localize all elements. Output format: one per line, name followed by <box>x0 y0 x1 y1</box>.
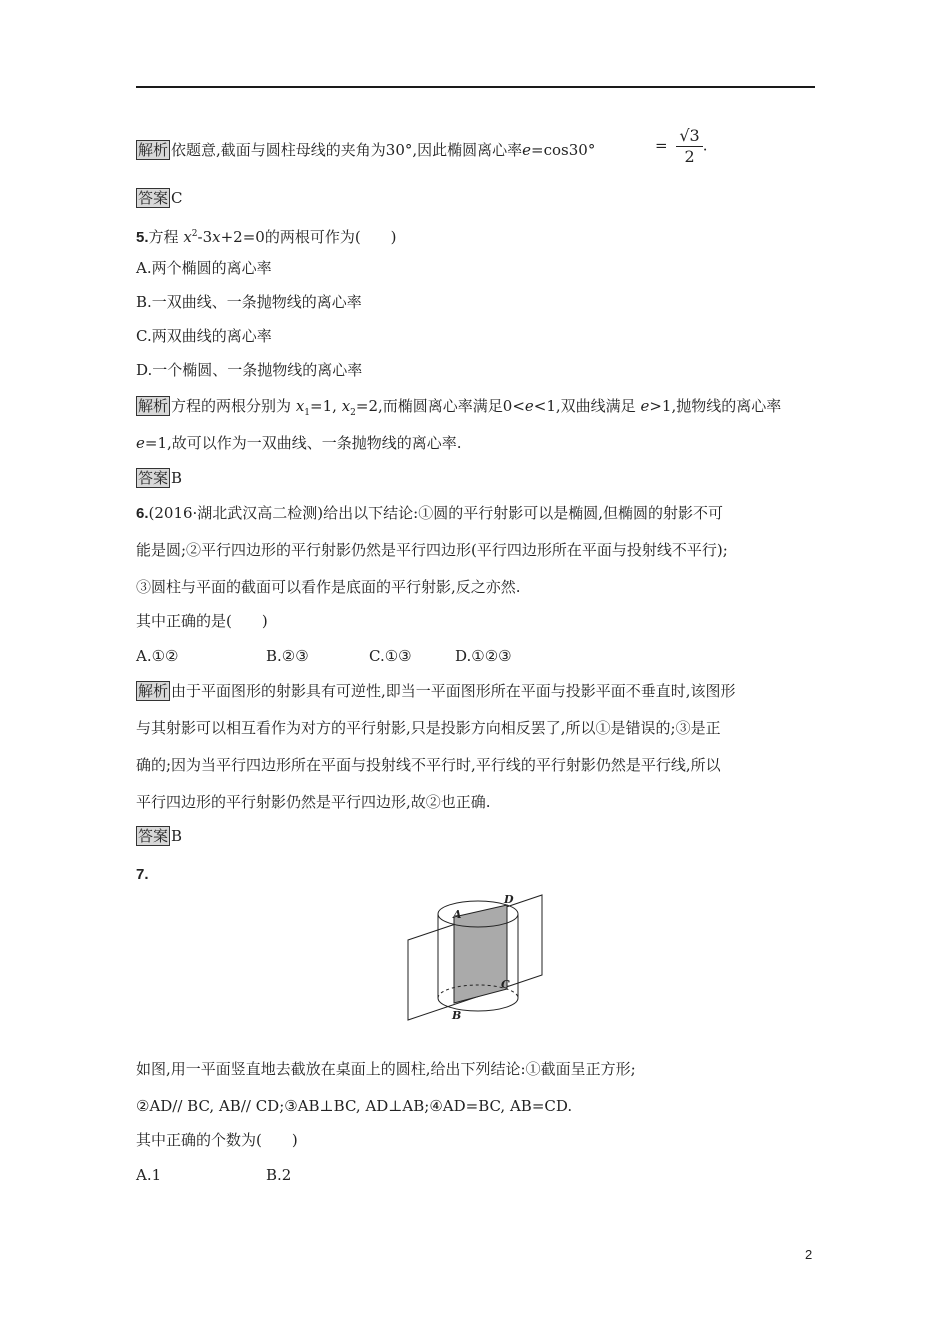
label-d: D <box>504 893 514 906</box>
q5-option-d: D.一个椭圆、一条抛物线的离心率 <box>136 361 363 379</box>
analysis-text: 依题意,截面与圆柱母线的夹角为30°,因此椭圆离心率 <box>171 141 523 159</box>
q5-stem: 5.方程 $x^2-3x+2=0$的两根可作为( ) <box>136 228 397 246</box>
analysis-tag: 解析 <box>138 397 169 415</box>
q6-analysis-line3: 确的;因为当平行四边形所在平面与投射线不平行时,平行线的平行射影仍然是平行线,所以 <box>136 756 721 774</box>
q6-stem-line4: 其中正确的是( ) <box>136 612 268 630</box>
section-rectangle <box>454 905 507 1003</box>
q7-option-b: B.2 <box>266 1166 292 1184</box>
q4-analysis: 解析 依题意,截面与圆柱母线的夹角为30°,因此椭圆离心率e=cos30° <box>138 141 596 159</box>
q6-analysis-line2: 与其射影可以相互看作为对方的平行射影,只是投影方向相反罢了,所以①是错误的;③是正 <box>136 719 721 737</box>
q6-analysis-line4: 平行四边形的平行射影仍然是平行四边形,故②也正确. <box>136 793 491 811</box>
q5-analysis-line2: e=1,故可以作为一双曲线、一条抛物线的离心率. <box>136 434 462 452</box>
q6-option-a: A.①② <box>136 647 179 665</box>
q5-option-a: A.两个椭圆的离心率 <box>136 259 272 277</box>
answer-value: C <box>171 189 183 207</box>
q5-answer <box>136 468 182 488</box>
header-rule <box>136 86 815 88</box>
answer-tag: 答案 <box>138 469 169 487</box>
q7-options <box>136 1165 291 1185</box>
q6-options <box>136 646 512 666</box>
q7-option-a: A.1 <box>136 1166 162 1184</box>
q4-answer <box>136 188 183 208</box>
label-b: B <box>452 1009 462 1022</box>
q7-stem-line1: 如图,用一平面竖直地去截放在桌面上的圆柱,给出下列结论:①截面呈正方形; <box>136 1060 636 1078</box>
answer-value: B <box>171 469 183 487</box>
q4-fraction: = $\frac{√3}{2}$ . <box>655 126 708 166</box>
q6-stem-line2: 能是圆;②平行四边形的平行射影仍然是平行四边形(平行四边形所在平面与投射线不平行); <box>136 541 728 559</box>
q5-analysis-line1: 解析 方程的两根分别为 $x_1=1$, $x_2=2$,而椭圆离心率满足0<e<1,双曲线满足 e>1,抛物线的离心率 <box>138 397 782 418</box>
analysis-tag: 解析 <box>138 141 169 159</box>
answer-value: B <box>171 827 183 845</box>
cylinder-bottom-front-arc <box>438 998 518 1011</box>
label-a: A <box>453 908 462 921</box>
label-c: C <box>501 978 510 991</box>
q6-option-d: D.①②③ <box>455 647 512 665</box>
answer-tag: 答案 <box>138 189 169 207</box>
q6-answer <box>136 826 182 846</box>
q6-option-c: C.①③ <box>369 647 412 665</box>
sqrt3-over-2: $\frac{√3}{2}$ <box>676 126 702 167</box>
q5-option-c: C.两双曲线的离心率 <box>136 327 272 345</box>
question-number: 6. <box>136 505 149 522</box>
analysis-tag: 解析 <box>138 682 169 700</box>
q5-option-b: B.一双曲线、一条抛物线的离心率 <box>136 293 362 311</box>
q7-number <box>136 864 149 885</box>
q6-analysis-line1: 解析 由于平面图形的射影具有可逆性,即当一平面图形所在平面与投影平面不垂直时,该图形 <box>138 682 736 700</box>
page-number: 2 <box>805 1247 813 1262</box>
q7-stem-line3: 其中正确的个数为( ) <box>136 1131 298 1149</box>
cylinder-cut-figure <box>405 890 555 1025</box>
q6-stem-line3: ③圆柱与平面的截面可以看作是底面的平行射影,反之亦然. <box>136 578 521 596</box>
answer-tag: 答案 <box>138 827 169 845</box>
question-number: 5. <box>136 229 149 246</box>
q6-stem-line1: 6.(2016·湖北武汉高二检测)给出以下结论:①圆的平行射影可以是椭圆,但椭圆的射影不可 <box>136 504 723 522</box>
q6-option-b: B.②③ <box>266 647 309 665</box>
question-number: 7. <box>136 866 149 883</box>
q7-stem-line2: ②AD// BC, AB// CD;③AB⊥BC, AD⊥AB;④AD=BC, AB=CD. <box>136 1097 573 1115</box>
